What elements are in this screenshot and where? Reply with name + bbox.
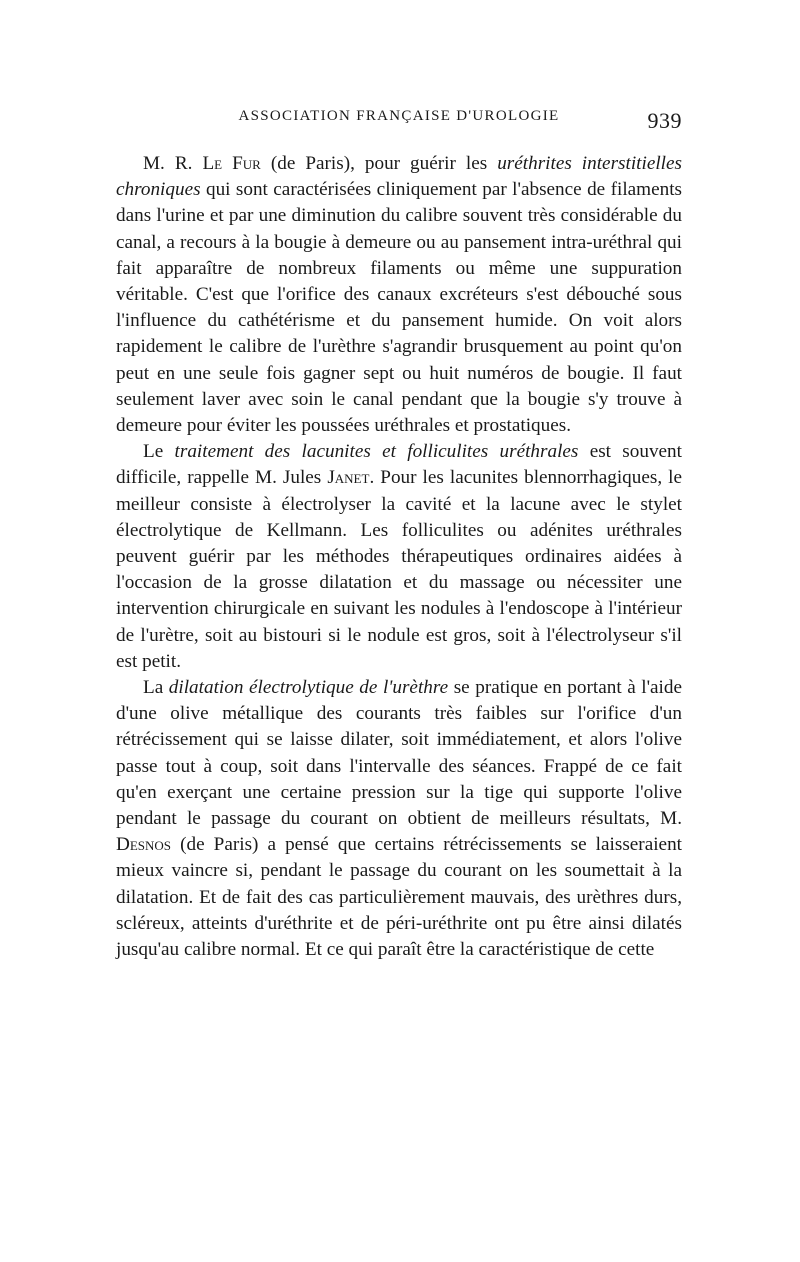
- emphasis: dilatation électrolytique de l'urèthre: [168, 677, 449, 699]
- text-run: est souvent difficile, rappelle M. Jules: [116, 441, 682, 489]
- running-head: ASSOCIATION FRANÇAISE D'UROLOGIE: [238, 108, 560, 124]
- text-run: se pratique en portant à l'aide d'une olive métallique des courants très faibles sur l'orifice d'un rétrécissement qui se laisse dilater, soit immédiatement, et alors l'olive passe tout à coup, soit dans l'intervalle des séances. Frappé de ce fait qu'en exerçant une certaine pression sur la tige qui supporte l'olive pendant le passage du courant on obtient de meilleurs résultats, M.: [116, 677, 682, 830]
- text-run: . Pour les lacunites blennorrhagiques, le meilleur consiste à électrolyser la cavité et la lacune avec le stylet électrolytique de Kellmann. Les folliculites ou adénites uréthrales peuvent guérir par les méthodes thérapeutiques ordinaires aidées à l'occasion de la grosse dilatation et du massage ou nécessiter une intervention chirurgicale en suivant les nodules à l'endoscope à l'intérieur de l'urètre, soit au bistouri si le nodule est gros, soit à l'électrolyseur s'il est petit.: [116, 467, 682, 672]
- text-run: Le: [143, 441, 175, 463]
- page-header: [116, 108, 682, 134]
- body-text: [116, 151, 682, 963]
- text-run: M. R.: [143, 153, 203, 174]
- author-name: Desnos: [116, 834, 172, 856]
- author-name: Janet: [327, 467, 370, 489]
- emphasis: uréthrites interstitielles chroniques: [116, 153, 682, 201]
- text-run: qui sont caractérisées cliniquement par l'absence de filaments dans l'urine et par une diminution du calibre souvent très considérable du canal, a recours à la bougie à demeure ou au pansement intra-uréthral qui fait apparaître de nombreux filaments ou même une suppuration véritable. C'est que l'orifice des canaux excréteurs s'est débouché sous l'influence du cathétérisme et du pansement humide. On voit alors rapidement le calibre de l'urèthre s'agrandir brusquement au point qu'on peut en une seule fois gagner sept ou huit numéros de bougie. Il faut seulement laver avec soin le canal pendant que la bougie s'y trouve à demeure pour éviter les poussées uréthrales et prostatiques.: [116, 179, 682, 437]
- paragraph: [116, 675, 682, 963]
- emphasis: traitement des lacunites et folliculites uréthrales: [174, 441, 579, 463]
- author-name: Le Fur: [202, 153, 261, 174]
- page-number: 939: [647, 108, 682, 133]
- text-run: La: [143, 677, 169, 699]
- text-run: (de Paris), pour guérir les: [260, 153, 498, 174]
- text-run: (de Paris) a pensé que certains rétrécissements se laisseraient mieux vaincre si, pendant le passage du courant on les soumettait à la dilatation. Et de fait des cas particulièrement mauvais, des urèthres durs, scléreux, atteints d'uréthrite et de péri-uréthrite ont pu être ainsi dilatés jusqu'au calibre normal. Et ce qui paraît être la caractéristique de cette: [116, 834, 682, 961]
- paragraph: [116, 151, 682, 439]
- paragraph: [116, 439, 682, 675]
